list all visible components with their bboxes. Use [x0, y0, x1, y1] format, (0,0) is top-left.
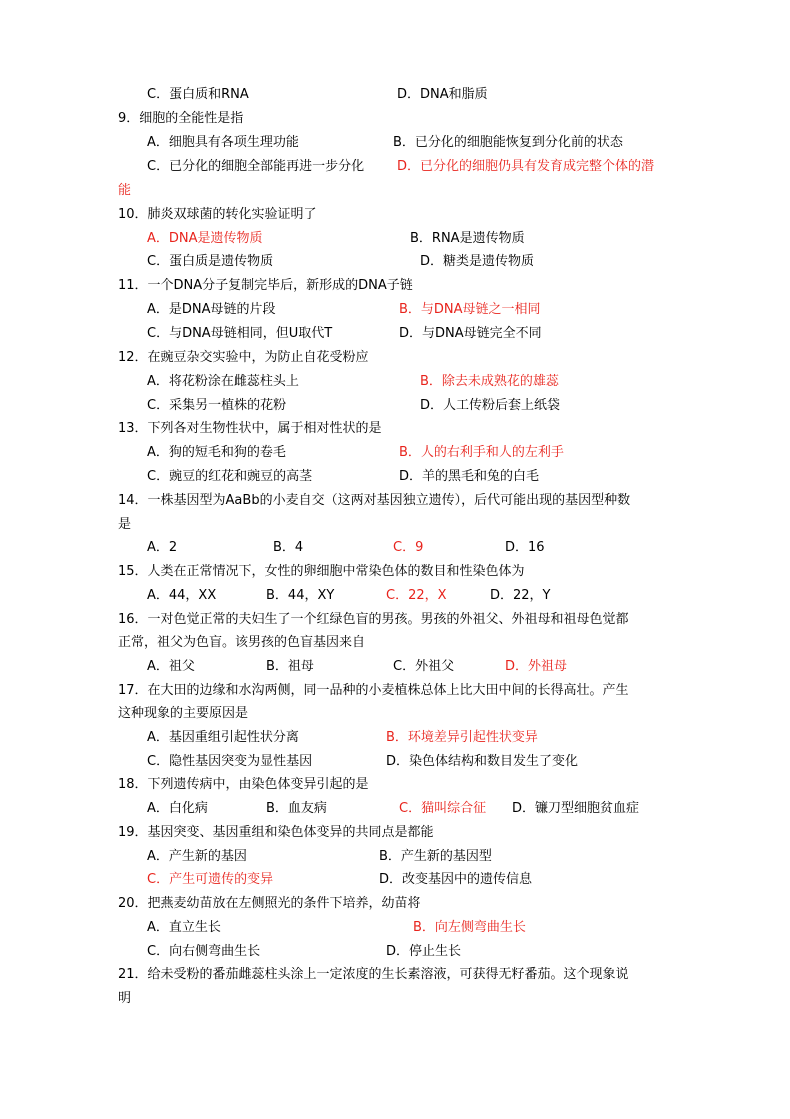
question-text: 11．一个DNA分子复制完毕后，新形成的DNA子链 [118, 278, 413, 293]
option-text: C．蛋白质是遗传物质 [147, 254, 274, 269]
option-text: C．蛋白质和RNA [147, 87, 249, 102]
option-text: A．细胞具有各项生理功能 [147, 135, 299, 150]
option-text: D．与DNA母链完全不同 [399, 326, 542, 341]
correct-option: C．猫叫综合征 [399, 801, 487, 816]
question-text: 9．细胞的全能性是指 [118, 111, 244, 126]
correct-option: B．向左侧弯曲生长 [413, 920, 526, 935]
question-text: 明 [118, 991, 132, 1006]
question-text: 21．给未受粉的番茄雌蕊柱头涂上一定浓度的生长素溶液，可获得无籽番茄。这个现象说 [118, 967, 629, 982]
correct-option: C．9 [393, 540, 424, 555]
question-text: 17．在大田的边缘和水沟两侧，同一品种的小麦植株总体上比大田中间的长得高壮。产生 [118, 683, 629, 698]
question-text: 15．人类在正常情况下，女性的卵细胞中常染色体的数目和性染色体为 [118, 564, 525, 579]
question-text: 是 [118, 517, 132, 532]
correct-option: D．外祖母 [505, 659, 568, 674]
correct-option: B．除去未成熟花的雄蕊 [420, 374, 559, 389]
question-text: 20．把燕麦幼苗放在左侧照光的条件下培养，幼苗将 [118, 896, 421, 911]
question-text: 18．下列遗传病中，由染色体变异引起的是 [118, 777, 369, 792]
option-text: D．改变基因中的遗传信息 [379, 872, 533, 887]
option-text: A．白化病 [147, 801, 208, 816]
option-text: D．16 [505, 540, 545, 555]
option-text: A．基因重组引起性状分离 [147, 730, 299, 745]
question-text: 14．一株基因型为AaBb的小麦自交（这两对基因独立遗传），后代可能出现的基因型种数 [118, 493, 631, 508]
option-text: D．停止生长 [386, 944, 462, 959]
question-text: 能 [118, 183, 132, 198]
option-text: A．将花粉涂在雌蕊柱头上 [147, 374, 299, 389]
option-text: B．RNA是遗传物质 [410, 231, 525, 246]
option-text: A．狗的短毛和狗的卷毛 [147, 445, 286, 460]
question-text: 19．基因突变、基因重组和染色体变异的共同点是都能 [118, 825, 434, 840]
option-text: A．祖父 [147, 659, 195, 674]
option-text: D．人工传粉后套上纸袋 [420, 398, 561, 413]
option-text: B．血友病 [266, 801, 327, 816]
option-text: A．是DNA母链的片段 [147, 302, 276, 317]
question-text: 13．下列各对生物性状中，属于相对性状的是 [118, 421, 382, 436]
question-text: 10．肺炎双球菌的转化实验证明了 [118, 207, 317, 222]
correct-option: C．22，X [386, 588, 447, 603]
option-text: C．与DNA母链相同，但U取代T [147, 326, 333, 341]
option-text: D．22，Y [490, 588, 551, 603]
correct-option: B．人的右利手和人的左利手 [399, 445, 564, 460]
option-text: B．产生新的基因型 [379, 849, 492, 864]
option-text: C．采集另一植株的花粉 [147, 398, 287, 413]
option-text: C．外祖父 [393, 659, 455, 674]
option-text: B．已分化的细胞能恢复到分化前的状态 [393, 135, 623, 150]
option-text: C．向右侧弯曲生长 [147, 944, 261, 959]
option-text: B．祖母 [266, 659, 314, 674]
correct-option: C．产生可遗传的变异 [147, 872, 274, 887]
question-text: 正常，祖父为色盲。该男孩的色盲基因来自 [118, 635, 366, 650]
option-text: A．产生新的基因 [147, 849, 247, 864]
option-text: A．44，XX [147, 588, 217, 603]
option-text: C．已分化的细胞全部能再进一步分化 [147, 159, 365, 174]
option-text: A．直立生长 [147, 920, 221, 935]
question-text: 16．一对色觉正常的夫妇生了一个红绿色盲的男孩。男孩的外祖父、外祖母和祖母色觉都 [118, 612, 629, 627]
correct-option: B．环境差异引起性状变异 [386, 730, 538, 745]
question-text: 12．在豌豆杂交实验中，为防止自花受粉应 [118, 350, 369, 365]
option-text: D．镰刀型细胞贫血症 [512, 801, 640, 816]
option-text: D．糖类是遗传物质 [420, 254, 535, 269]
option-text: B．44，XY [266, 588, 335, 603]
option-text: D．羊的黑毛和兔的白毛 [399, 469, 540, 484]
correct-option: B．与DNA母链之一相同 [399, 302, 541, 317]
correct-option: D．已分化的细胞仍具有发育成完整个体的潜 [397, 159, 655, 174]
question-text: 这种现象的主要原因是 [118, 706, 249, 721]
option-text: C．隐性基因突变为显性基因 [147, 754, 313, 769]
option-text: A．2 [147, 540, 178, 555]
option-text: D．染色体结构和数目发生了变化 [386, 754, 579, 769]
option-text: C．豌豆的红花和豌豆的高茎 [147, 469, 313, 484]
correct-option: A．DNA是遗传物质 [147, 231, 263, 246]
option-text: B．4 [273, 540, 304, 555]
option-text: D．DNA和脂质 [397, 87, 488, 102]
